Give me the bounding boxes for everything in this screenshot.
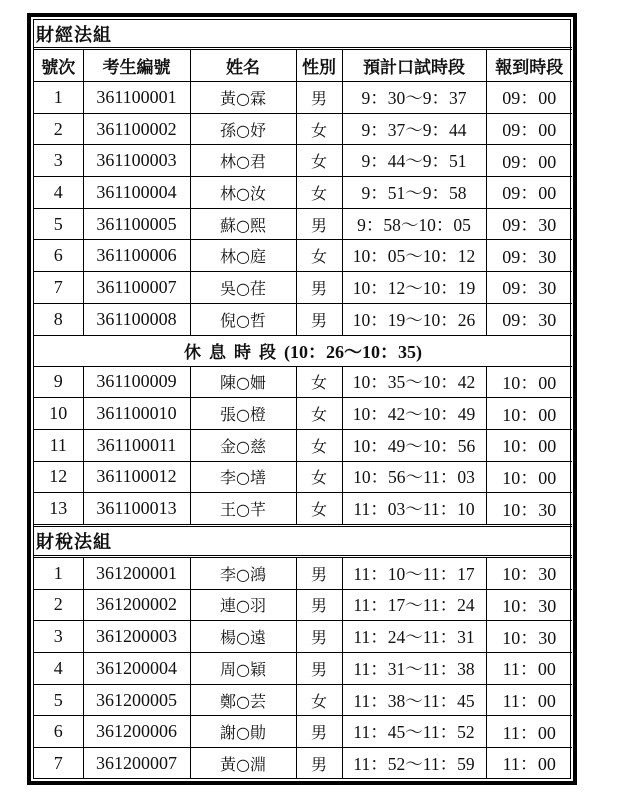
candidate-name: 孫○妤 [190, 113, 296, 145]
candidate-id: 361100010 [83, 398, 190, 430]
checkin-time: 09：30 [486, 240, 572, 272]
candidate-gender: 女 [296, 461, 342, 493]
exam-slot: 10：42～10：49 [342, 398, 486, 430]
row-no: 2 [34, 589, 83, 621]
row-no: 7 [34, 272, 83, 304]
exam-slot: 11：38～11：45 [342, 684, 486, 716]
row-no: 8 [34, 303, 83, 335]
exam-slot: 9：44～9：51 [342, 145, 486, 177]
candidate-name: 黃○淵 [190, 748, 296, 779]
checkin-time: 09：00 [486, 82, 572, 114]
exam-slot: 11：10～11：17 [342, 556, 486, 589]
candidate-gender: 女 [296, 684, 342, 716]
checkin-time: 10：00 [486, 366, 572, 398]
table-row [34, 303, 572, 335]
break-time: (10：26～10：35) [284, 341, 422, 362]
checkin-time: 10：00 [486, 429, 572, 461]
header-name: 姓名 [190, 49, 296, 82]
row-no: 10 [34, 398, 83, 430]
table-row [34, 82, 572, 114]
checkin-time: 09：00 [486, 177, 572, 209]
exam-slot: 11：52～11：59 [342, 748, 486, 779]
table-row [34, 272, 572, 304]
candidate-id: 361100005 [83, 208, 190, 240]
row-no: 3 [34, 621, 83, 653]
candidate-name: 林○汝 [190, 177, 296, 209]
candidate-gender: 男 [296, 303, 342, 335]
checkin-time: 10：30 [486, 621, 572, 653]
candidate-name: 張○橙 [190, 398, 296, 430]
candidate-id: 361200006 [83, 716, 190, 748]
group-title: 財稅法組 [34, 525, 572, 556]
break-cell [34, 335, 572, 366]
checkin-time: 10：30 [486, 556, 572, 589]
exam-slot: 10：56～11：03 [342, 461, 486, 493]
table-row [34, 208, 572, 240]
row-no: 5 [34, 684, 83, 716]
checkin-time: 11：00 [486, 653, 572, 685]
candidate-id: 361100006 [83, 240, 190, 272]
table-row [34, 621, 572, 653]
candidate-gender: 男 [296, 621, 342, 653]
exam-slot: 10：49～10：56 [342, 429, 486, 461]
row-no: 13 [34, 493, 83, 526]
candidate-gender: 女 [296, 398, 342, 430]
row-no: 12 [34, 461, 83, 493]
exam-slot: 10：12～10：19 [342, 272, 486, 304]
row-no: 11 [34, 429, 83, 461]
checkin-time: 10：30 [486, 493, 572, 526]
exam-slot: 10：05～10：12 [342, 240, 486, 272]
candidate-id: 361100003 [83, 145, 190, 177]
checkin-time: 10：00 [486, 398, 572, 430]
candidate-gender: 男 [296, 589, 342, 621]
header-exam-slot: 預計口試時段 [342, 49, 486, 82]
checkin-time: 10：00 [486, 461, 572, 493]
candidate-gender: 男 [296, 748, 342, 779]
row-no: 1 [34, 82, 83, 114]
candidate-name: 王○芊 [190, 493, 296, 526]
exam-slot: 10：19～10：26 [342, 303, 486, 335]
row-no: 5 [34, 208, 83, 240]
candidate-name: 林○庭 [190, 240, 296, 272]
table-row [34, 748, 572, 779]
row-no: 2 [34, 113, 83, 145]
table-row [34, 653, 572, 685]
break-row [34, 335, 572, 366]
checkin-time: 09：30 [486, 208, 572, 240]
schedule-frame [27, 13, 577, 785]
header-candidate-id: 考生編號 [83, 49, 190, 82]
candidate-id: 361100013 [83, 493, 190, 526]
row-no: 1 [34, 556, 83, 589]
checkin-time: 11：00 [486, 684, 572, 716]
candidate-gender: 女 [296, 429, 342, 461]
candidate-gender: 男 [296, 82, 342, 114]
candidate-name: 鄭○芸 [190, 684, 296, 716]
candidate-gender: 女 [296, 493, 342, 526]
candidate-gender: 女 [296, 366, 342, 398]
candidate-gender: 女 [296, 113, 342, 145]
table-row [34, 240, 572, 272]
table-row [34, 493, 572, 526]
header-gender: 性別 [296, 49, 342, 82]
candidate-name: 謝○勛 [190, 716, 296, 748]
candidate-id: 361100012 [83, 461, 190, 493]
candidate-name: 楊○遠 [190, 621, 296, 653]
row-no: 6 [34, 716, 83, 748]
candidate-id: 361200002 [83, 589, 190, 621]
row-no: 3 [34, 145, 83, 177]
exam-slot: 9：30～9：37 [342, 82, 486, 114]
exam-slot: 10：35～10：42 [342, 366, 486, 398]
candidate-name: 倪○哲 [190, 303, 296, 335]
exam-slot: 11：45～11：52 [342, 716, 486, 748]
candidate-name: 李○鴻 [190, 556, 296, 589]
header-checkin-time: 報到時段 [486, 49, 572, 82]
table-row [34, 556, 572, 589]
table-row [34, 366, 572, 398]
candidate-id: 361200001 [83, 556, 190, 589]
candidate-name: 黃○霖 [190, 82, 296, 114]
schedule-inner-border [33, 19, 571, 779]
break-label: 休息時段 [184, 342, 284, 363]
table-row [34, 684, 572, 716]
candidate-id: 361100011 [83, 429, 190, 461]
candidate-gender: 男 [296, 208, 342, 240]
row-no: 4 [34, 177, 83, 209]
table-row [34, 113, 572, 145]
exam-slot: 9：37～9：44 [342, 113, 486, 145]
group-title-row [34, 525, 572, 556]
table-row [34, 716, 572, 748]
table-row [34, 461, 572, 493]
group-title-row [34, 20, 572, 49]
exam-slot: 11：31～11：38 [342, 653, 486, 685]
row-no: 7 [34, 748, 83, 779]
candidate-id: 361100007 [83, 272, 190, 304]
table-row [34, 398, 572, 430]
candidate-gender: 男 [296, 716, 342, 748]
header-no: 號次 [34, 49, 83, 82]
row-no: 6 [34, 240, 83, 272]
candidate-id: 361100004 [83, 177, 190, 209]
candidate-id: 361200003 [83, 621, 190, 653]
candidate-id: 361200005 [83, 684, 190, 716]
candidate-name: 連○羽 [190, 589, 296, 621]
candidate-name: 吳○荏 [190, 272, 296, 304]
checkin-time: 09：00 [486, 113, 572, 145]
table-row [34, 429, 572, 461]
candidate-id: 361200007 [83, 748, 190, 779]
exam-slot: 9：51～9：58 [342, 177, 486, 209]
row-no: 4 [34, 653, 83, 685]
checkin-time: 10：30 [486, 589, 572, 621]
schedule-body [34, 20, 572, 779]
group-title: 財經法組 [34, 20, 572, 49]
exam-slot: 11：03～11：10 [342, 493, 486, 526]
candidate-id: 361100008 [83, 303, 190, 335]
candidate-name: 李○墡 [190, 461, 296, 493]
candidate-name: 陳○姍 [190, 366, 296, 398]
checkin-time: 09：00 [486, 145, 572, 177]
candidate-name: 周○穎 [190, 653, 296, 685]
candidate-id: 361200004 [83, 653, 190, 685]
oral-exam-schedule-table [34, 20, 572, 779]
candidate-gender: 女 [296, 145, 342, 177]
candidate-name: 金○慈 [190, 429, 296, 461]
table-row [34, 177, 572, 209]
candidate-id: 361100001 [83, 82, 190, 114]
checkin-time: 09：30 [486, 303, 572, 335]
candidate-gender: 女 [296, 240, 342, 272]
checkin-time: 11：00 [486, 748, 572, 779]
column-header-row [34, 49, 572, 82]
table-row [34, 145, 572, 177]
row-no: 9 [34, 366, 83, 398]
checkin-time: 09：30 [486, 272, 572, 304]
candidate-id: 361100009 [83, 366, 190, 398]
candidate-gender: 女 [296, 177, 342, 209]
candidate-name: 林○君 [190, 145, 296, 177]
exam-slot: 9：58～10：05 [342, 208, 486, 240]
table-row [34, 589, 572, 621]
checkin-time: 11：00 [486, 716, 572, 748]
candidate-gender: 男 [296, 556, 342, 589]
candidate-name: 蘇○熙 [190, 208, 296, 240]
candidate-gender: 男 [296, 653, 342, 685]
exam-slot: 11：17～11：24 [342, 589, 486, 621]
exam-slot: 11：24～11：31 [342, 621, 486, 653]
candidate-gender: 男 [296, 272, 342, 304]
candidate-id: 361100002 [83, 113, 190, 145]
